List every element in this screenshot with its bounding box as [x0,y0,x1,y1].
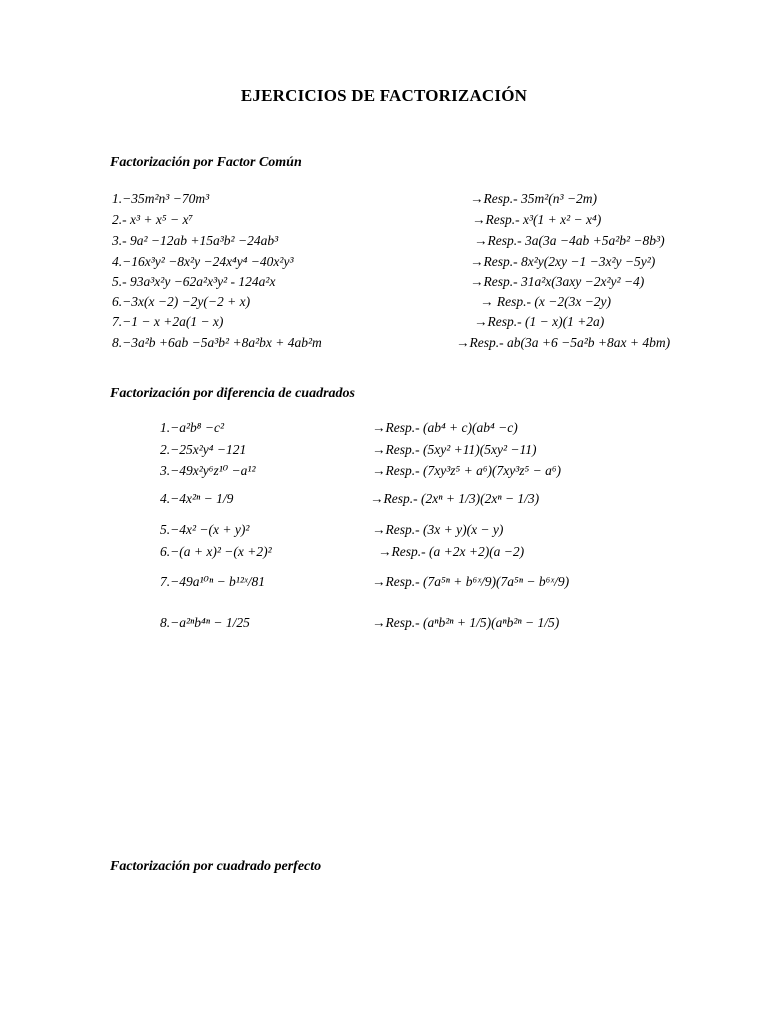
answer-fc-7: →Resp.- (1 − x)(1 +2a) [474,314,605,329]
exercise-dc-4: 4.−4x²ⁿ − 1/9 [160,491,234,506]
answer-fc-6: → Resp.- (x −2(3x −2y) [480,294,612,309]
exercise-dc-8: 8.−a²ⁿb⁴ⁿ − 1/25 [160,615,250,630]
answer-fc-8: →Resp.- ab(3a +6 −5a²b +8ax + 4bm) [456,335,671,350]
answer-dc-8: →Resp.- (aⁿb²ⁿ + 1/5)(aⁿb²ⁿ − 1/5) [372,615,560,630]
section-heading-factor-comun: Factorización por Factor Común [110,155,302,170]
answer-dc-4: →Resp.- (2xⁿ + 1/3)(2xⁿ − 1/3) [370,491,540,506]
section-heading-cuadrado-perfecto: Factorización por cuadrado perfecto [110,859,322,874]
answer-dc-2: →Resp.- (5xy² +11)(5xy² −11) [372,442,537,457]
answer-dc-1: →Resp.- (ab⁴ + c)(ab⁴ −c) [372,420,518,435]
exercise-dc-1: 1.−a²b⁸ −c² [160,420,224,435]
answer-fc-4: →Resp.- 8x²y(2xy −1 −3x²y −5y²) [470,254,656,269]
exercise-fc-8: 8.−3a²b +6ab −5a³b² +8a²bx + 4ab²m [112,335,322,350]
answer-fc-2: →Resp.- x³(1 + x² − x⁴) [472,212,602,227]
exercise-fc-2: 2.- x³ + x⁵ − x⁷ [112,212,194,227]
answer-dc-5: →Resp.- (3x + y)(x − y) [372,522,504,537]
exercise-fc-1: 1.−35m²n³ −70m³ [112,191,210,206]
answer-fc-5: →Resp.- 31a²x(3axy −2x²y² −4) [470,274,645,289]
exercise-fc-7: 7.−1 − x +2a(1 − x) [112,314,224,329]
exercise-dc-7: 7.−49a¹⁰ⁿ − b¹²ˣ/81 [160,574,265,589]
exercise-fc-5: 5.- 93a³x²y −62a²x³y² - 124a²x [112,274,276,289]
exercise-dc-2: 2.−25x²y⁴ −121 [160,442,247,457]
exercise-dc-3: 3.−49x²y⁶z¹⁰ −a¹² [160,463,256,478]
answer-dc-3: →Resp.- (7xy³z⁵ + a⁶)(7xy³z⁵ − a⁶) [372,463,562,478]
answer-fc-1: →Resp.- 35m²(n³ −2m) [470,191,598,206]
answer-fc-3: →Resp.- 3a(3a −4ab +5a²b² −8b³) [474,233,665,248]
answer-dc-6: →Resp.- (a +2x +2)(a −2) [378,544,525,559]
section-heading-diferencia-cuadrados: Factorización por diferencia de cuadrados [110,386,355,401]
exercise-fc-4: 4.−16x³y² −8x²y −24x⁴y⁴ −40x²y³ [112,254,294,269]
exercise-dc-5: 5.−4x² −(x + y)² [160,522,250,537]
page-title: EJERCICIOS DE FACTORIZACIÓN [240,86,528,105]
exercise-dc-6: 6.−(a + x)² −(x +2)² [160,544,272,559]
exercise-fc-6: 6.−3x(x −2) −2y(−2 + x) [112,294,251,309]
exercise-fc-3: 3.- 9a² −12ab +15a³b² −24ab³ [112,233,279,248]
answer-dc-7: →Resp.- (7a⁵ⁿ + b⁶ˣ/9)(7a⁵ⁿ − b⁶ˣ/9) [372,574,570,589]
